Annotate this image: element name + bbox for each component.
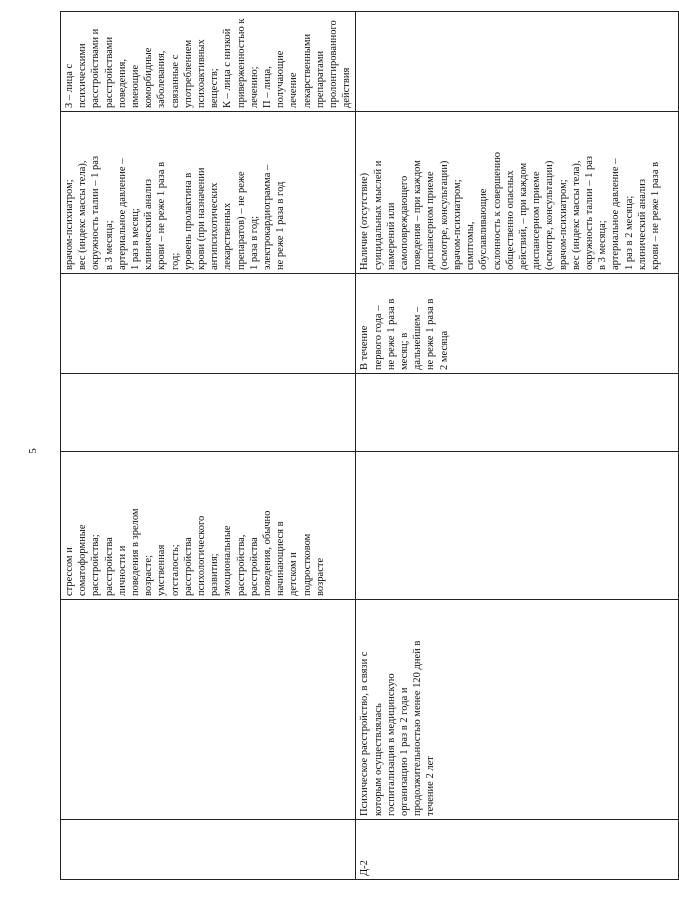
rotated-table-sheet <box>60 12 661 880</box>
diagnoses-text: стрессом и соматоформные расстройства; расстройства личности и поведения в зрелом возрасте; умственная отсталость; расстройства психологического развития; эмоциональные расстройства, расстройства поведения, обычно начинающиеся в детском и подростковом возрасте <box>64 508 326 596</box>
monitoring-text: Наличие (отсутствие) суицидальных мыслей и намерений или самоповреждающего поведения – при каждом диспансерном приеме (осмотре, консультации) врачом-психиатром; симптомы, обуславливающие склонность к совершению общественно опасных действий, – при каждом диспансерном приеме (осмотре, консультации) врачом-психиатром; вес (индекс массы тела), окружность талии – 1 раз в 3 месяца; артериальное давление – 1 раз в 2 месяца; клинический анализ крови – не реже 1 раза в <box>359 152 661 270</box>
group-code: Д-2 <box>359 860 371 876</box>
cell-monitoring <box>61 112 356 274</box>
cell-condition <box>356 600 679 820</box>
frequency-text: В течение первого года – не реже 1 раза в месяц; в дальнейшем – не реже 1 раза в 2 месяца <box>359 298 450 370</box>
cell-group-code <box>356 820 679 880</box>
cell-frequency <box>61 274 356 374</box>
cell-frequency <box>356 274 679 374</box>
table-row-top <box>61 12 356 880</box>
cell-notes <box>356 12 679 112</box>
page-number: 5 <box>26 448 39 454</box>
table-row-d2 <box>356 12 679 880</box>
cell-empty-a <box>61 374 356 452</box>
cell-monitoring <box>356 112 679 274</box>
dispensary-table <box>60 11 679 880</box>
cell-group-code <box>61 820 356 880</box>
cell-diagnoses <box>61 452 356 600</box>
notes-text: З – лица с психическими расстройствами и расстройствами поведения, имеющие коморбидные заболевания, связанные с употреблением психоактивных веществ; К – лица с низкой приверженностью к лечению; П – лица, получающие лечение лекарственными препаратами пролонгированного действия <box>64 18 353 108</box>
cell-empty-a <box>356 374 679 452</box>
monitoring-text: врачом-психиатром; вес (индекс массы тела), окружность талии – 1 раз в 3 месяца; артериальное давление – 1 раз в месяц; клинический анализ крови – не реже 1 раза в год; уровень пролактина в крови (при назначении антипсихотических лекарственных препаратов) – не реже 1 раза в год; электрокардиограмма – не реже 1 раза в год <box>64 155 287 270</box>
cell-notes <box>61 12 356 112</box>
cell-diagnoses <box>356 452 679 600</box>
cell-condition <box>61 600 356 820</box>
condition-text: Психическое расстройство, в связи с которым осуществлялась госпитализация в медицинскую организацию 1 раз в 2 года и продолжительностью менее 120 дней в течение 2 лет <box>359 640 437 816</box>
